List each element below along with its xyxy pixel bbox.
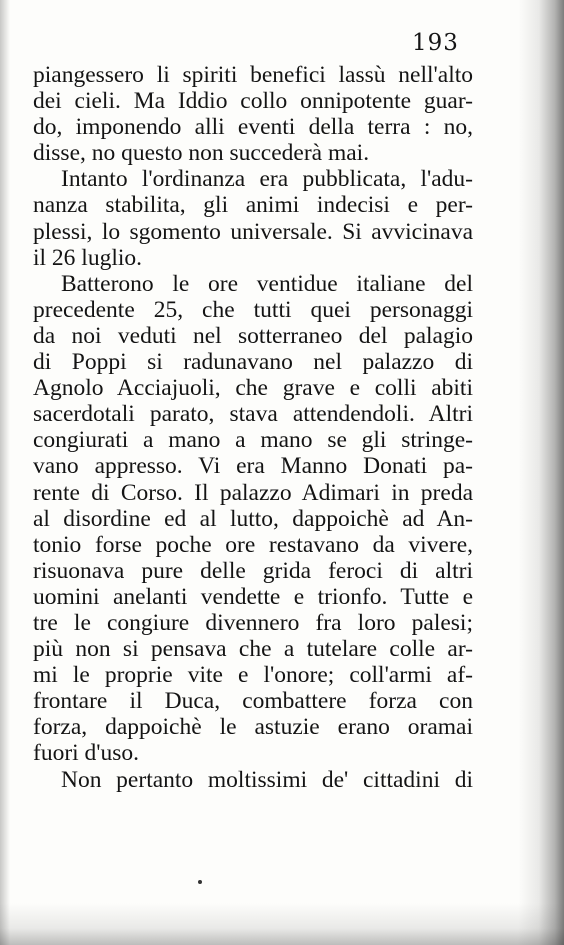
- text-line: congiurati a mano a mano se gli stringe-: [33, 427, 473, 454]
- text-line: vano appresso. Vi era Manno Donati pa-: [33, 453, 473, 480]
- text-line: forza, dappoichè le astuzie erano oramai: [33, 714, 473, 741]
- page-gutter-shadow: [0, 0, 10, 945]
- text-line: Batterono le ore ventidue italiane del: [61, 270, 473, 297]
- text-line: nanza stabilita, gli animi indecisi e per-: [33, 192, 473, 219]
- text-line: uomini anelanti vendette e trionfo. Tutte e: [33, 583, 473, 610]
- text-line: tonio forse poche ore restavano da vivere,: [33, 531, 473, 558]
- text-line: precedente 25, che tutti quei personaggi: [33, 296, 473, 323]
- body-text: [33, 62, 473, 793]
- text-line: fuori d'uso.: [33, 740, 140, 767]
- text-line: il 26 luglio.: [33, 244, 143, 271]
- text-line: piangessero li spiriti benefici lassù nell'alto: [33, 62, 473, 88]
- text-line: sacerdotali parato, stava attendendoli. Altri: [33, 401, 473, 428]
- text-line: tre le congiure divennero fra loro palesi;: [33, 609, 473, 636]
- text-line: Intanto l'ordinanza era pubblicata, l'adu-: [61, 166, 473, 193]
- text-line: disse, no questo non succederà mai.: [33, 140, 370, 167]
- page-number: 193: [412, 30, 459, 56]
- text-line: risuonava pure delle grida feroci di altri: [33, 557, 473, 584]
- text-line: frontare il Duca, combattere forza con: [33, 688, 473, 715]
- ink-speck: [198, 880, 202, 884]
- text-line: rente di Corso. Il palazzo Adimari in preda: [33, 479, 473, 506]
- text-line: dei cieli. Ma Iddio collo onnipotente guar-: [33, 88, 473, 115]
- text-line: do, imponendo alli eventi della terra : no,: [33, 114, 473, 141]
- text-line: mi le proprie vite e l'onore; coll'armi af-: [33, 662, 473, 689]
- text-line: Non pertanto moltissimi de' cittadini di: [61, 766, 473, 793]
- text-line: Agnolo Acciajuoli, che grave e colli abiti: [33, 375, 473, 402]
- page-bottom-shadow: [0, 903, 564, 945]
- text-line: da noi veduti nel sotterraneo del palagio: [33, 322, 473, 349]
- text-line: più non si pensava che a tutelare colle ar-: [33, 636, 473, 663]
- text-line: al disordine ed al lutto, dappoichè ad An-: [33, 505, 473, 532]
- text-line: plessi, lo sgomento universale. Si avvicinava: [33, 218, 473, 245]
- text-line: di Poppi si radunavano nel palazzo di: [33, 349, 473, 376]
- page-edge-shadow: [518, 0, 564, 945]
